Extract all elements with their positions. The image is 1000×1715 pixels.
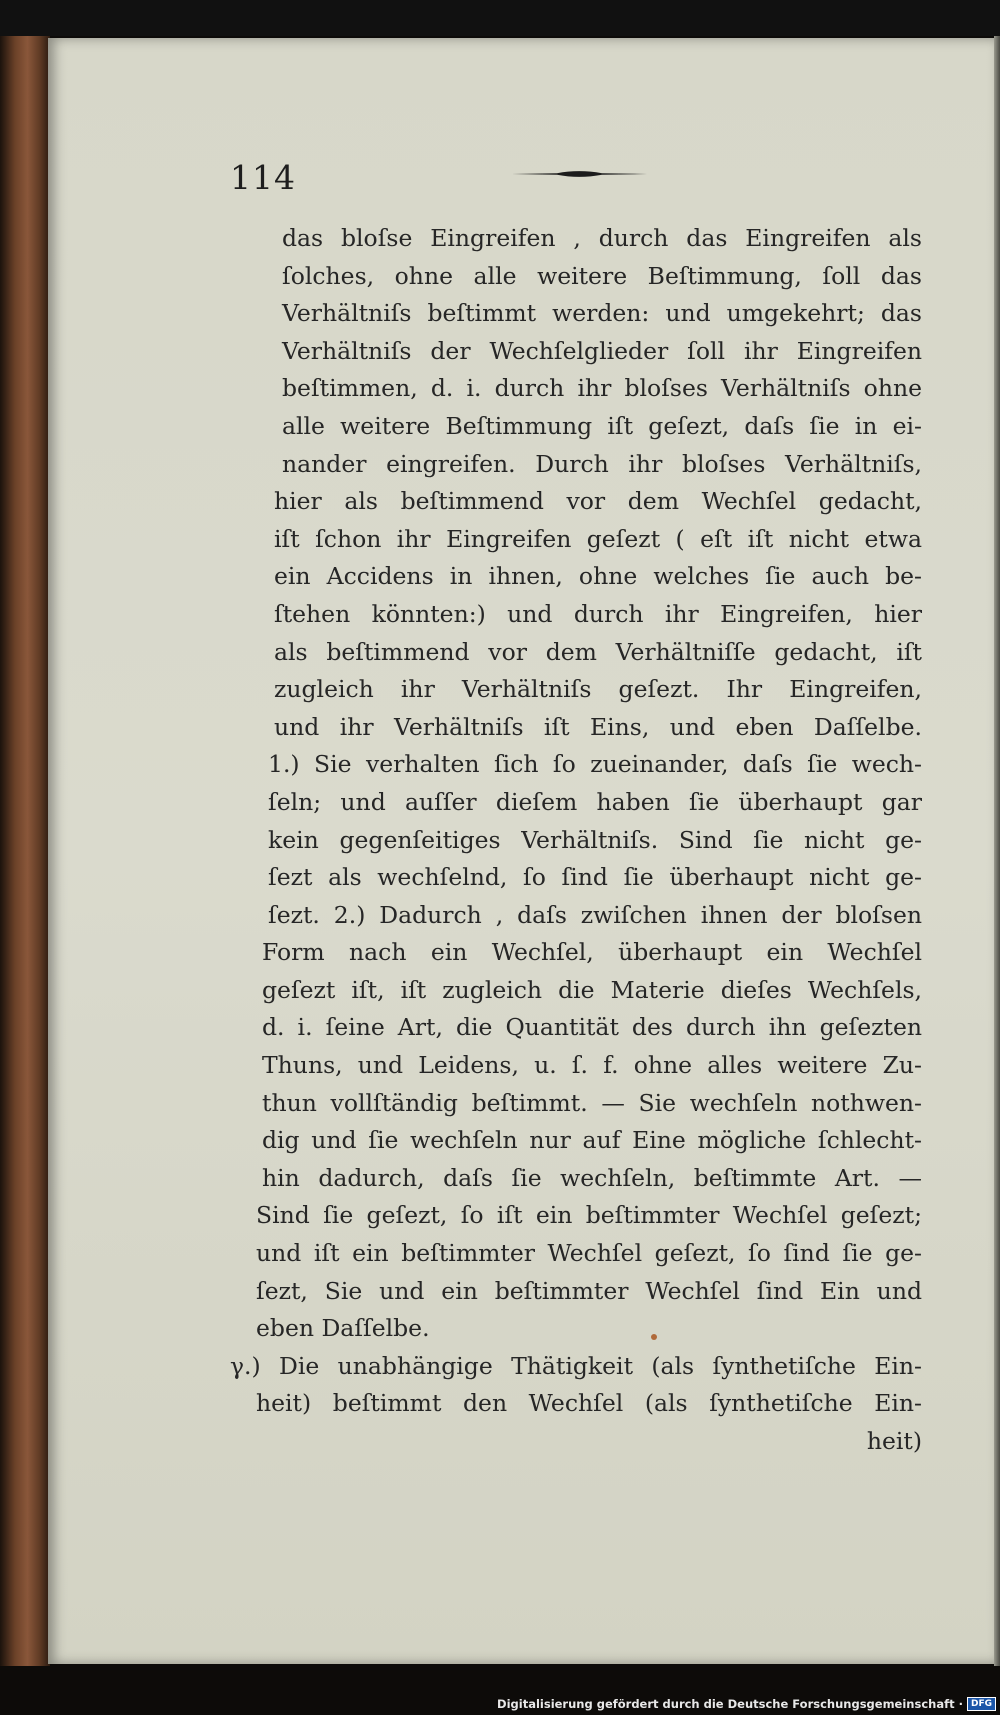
text-line-32: heit) beſtimmt den Wechſel (als ſynthetiſche Ein-	[256, 1389, 922, 1418]
scan-top-border	[0, 0, 1000, 36]
text-line-16: ſeln; und auſſer dieſem haben ſie überhaupt gar	[268, 787, 922, 816]
text-line-22: d. i. ſeine Art, die Quantität des durch ihn geſezten	[262, 1013, 922, 1042]
text-line-15: 1.) Sie verhalten ſich ſo zueinander, daſs ſie wech-	[268, 750, 922, 779]
text-line-4: Verhältniſs der Wechſelglieder ſoll ihr Eingreifen	[282, 336, 922, 365]
text-line-8: hier als beſtimmend vor dem Wechſel gedacht,	[274, 487, 922, 516]
text-line-9: iſt ſchon ihr Eingreifen geſezt ( eſt iſt nicht etwa	[274, 524, 922, 553]
paper-blemish	[651, 1334, 657, 1340]
page-edge	[994, 36, 1000, 1666]
text-line-14: und ihr Verhältniſs iſt Eins, und eben Daſſelbe.	[274, 712, 922, 741]
text-line-20: Form nach ein Wechſel, überhaupt ein Wechſel	[262, 938, 922, 967]
text-line-33: heit)	[866, 1427, 922, 1455]
text-line-10: ein Accidens in ihnen, ohne welches ſie auch be-	[274, 562, 922, 591]
text-line-24: thun vollſtändig beſtimmt. — Sie wechſeln nothwen-	[262, 1088, 922, 1117]
text-line-26: hin dadurch, daſs ſie wechſeln, beſtimmte Art. —	[262, 1163, 922, 1192]
text-line-6: alle weitere Beſtimmung iſt geſezt, daſs ſie in ei-	[282, 411, 922, 440]
header-ornament	[512, 170, 647, 178]
text-line-30: eben Daſſelbe.	[256, 1314, 430, 1343]
text-line-12: als beſtimmend vor dem Verhältniſſe gedacht, iſt	[274, 637, 922, 666]
text-line-21: geſezt iſt, iſt zugleich die Materie dieſes Wechſels,	[262, 975, 922, 1004]
text-line-29: ſezt, Sie und ein beſtimmter Wechſel ſind Ein und	[256, 1276, 922, 1305]
digitization-footer	[0, 1696, 1000, 1715]
text-line-28: und iſt ein beſtimmter Wechſel geſezt, ſo ſind ſie ge-	[256, 1239, 922, 1268]
dfg-logo: DFG	[967, 1697, 996, 1711]
page-number: 114	[230, 158, 296, 197]
text-line-27: Sind ſie geſezt, ſo iſt ein beſtimmter Wechſel geſezt;	[256, 1201, 922, 1230]
text-line-3: Verhältniſs beſtimmt werden: und umgekehrt; das	[282, 299, 922, 328]
text-line-11: ſtehen könnten:) und durch ihr Eingreifen, hier	[274, 599, 922, 628]
text-line-23: Thuns, und Leidens, u. ſ. f. ohne alles weitere Zu-	[262, 1051, 922, 1080]
text-line-1: das bloſse Eingreifen , durch das Eingreifen als	[282, 224, 922, 252]
text-line-2: ſolches, ohne alle weitere Beſtimmung, ſoll das	[282, 261, 922, 290]
text-line-17: kein gegenſeitiges Verhältniſs. Sind ſie nicht ge-	[268, 825, 922, 854]
text-line-18: ſezt als wechſelnd, ſo ſind ſie überhaupt nicht ge-	[268, 863, 922, 892]
text-line-25: dig und ſie wechſeln nur auf Eine mögliche ſchlecht-	[262, 1126, 922, 1155]
text-line-13: zugleich ihr Verhältniſs geſezt. Ihr Eingreifen,	[274, 675, 922, 704]
text-line-7: nander eingreifen. Durch ihr bloſses Verhältniſs,	[282, 449, 922, 478]
book-spine	[0, 36, 50, 1666]
text-line-19: ſezt. 2.) Dadurch , daſs zwiſchen ihnen der bloſsen	[268, 900, 922, 929]
text-line-5: beſtimmen, d. i. durch ihr bloſses Verhältniſs ohne	[282, 374, 922, 403]
footer-credit-text: Digitalisierung gefördert durch die Deutsche Forschungsgemeinschaft ·	[497, 1696, 963, 1711]
body-text	[230, 220, 922, 1461]
text-line-31: γ.) Die unabhängige Thätigkeit (als ſynthetiſche Ein-	[230, 1351, 922, 1380]
